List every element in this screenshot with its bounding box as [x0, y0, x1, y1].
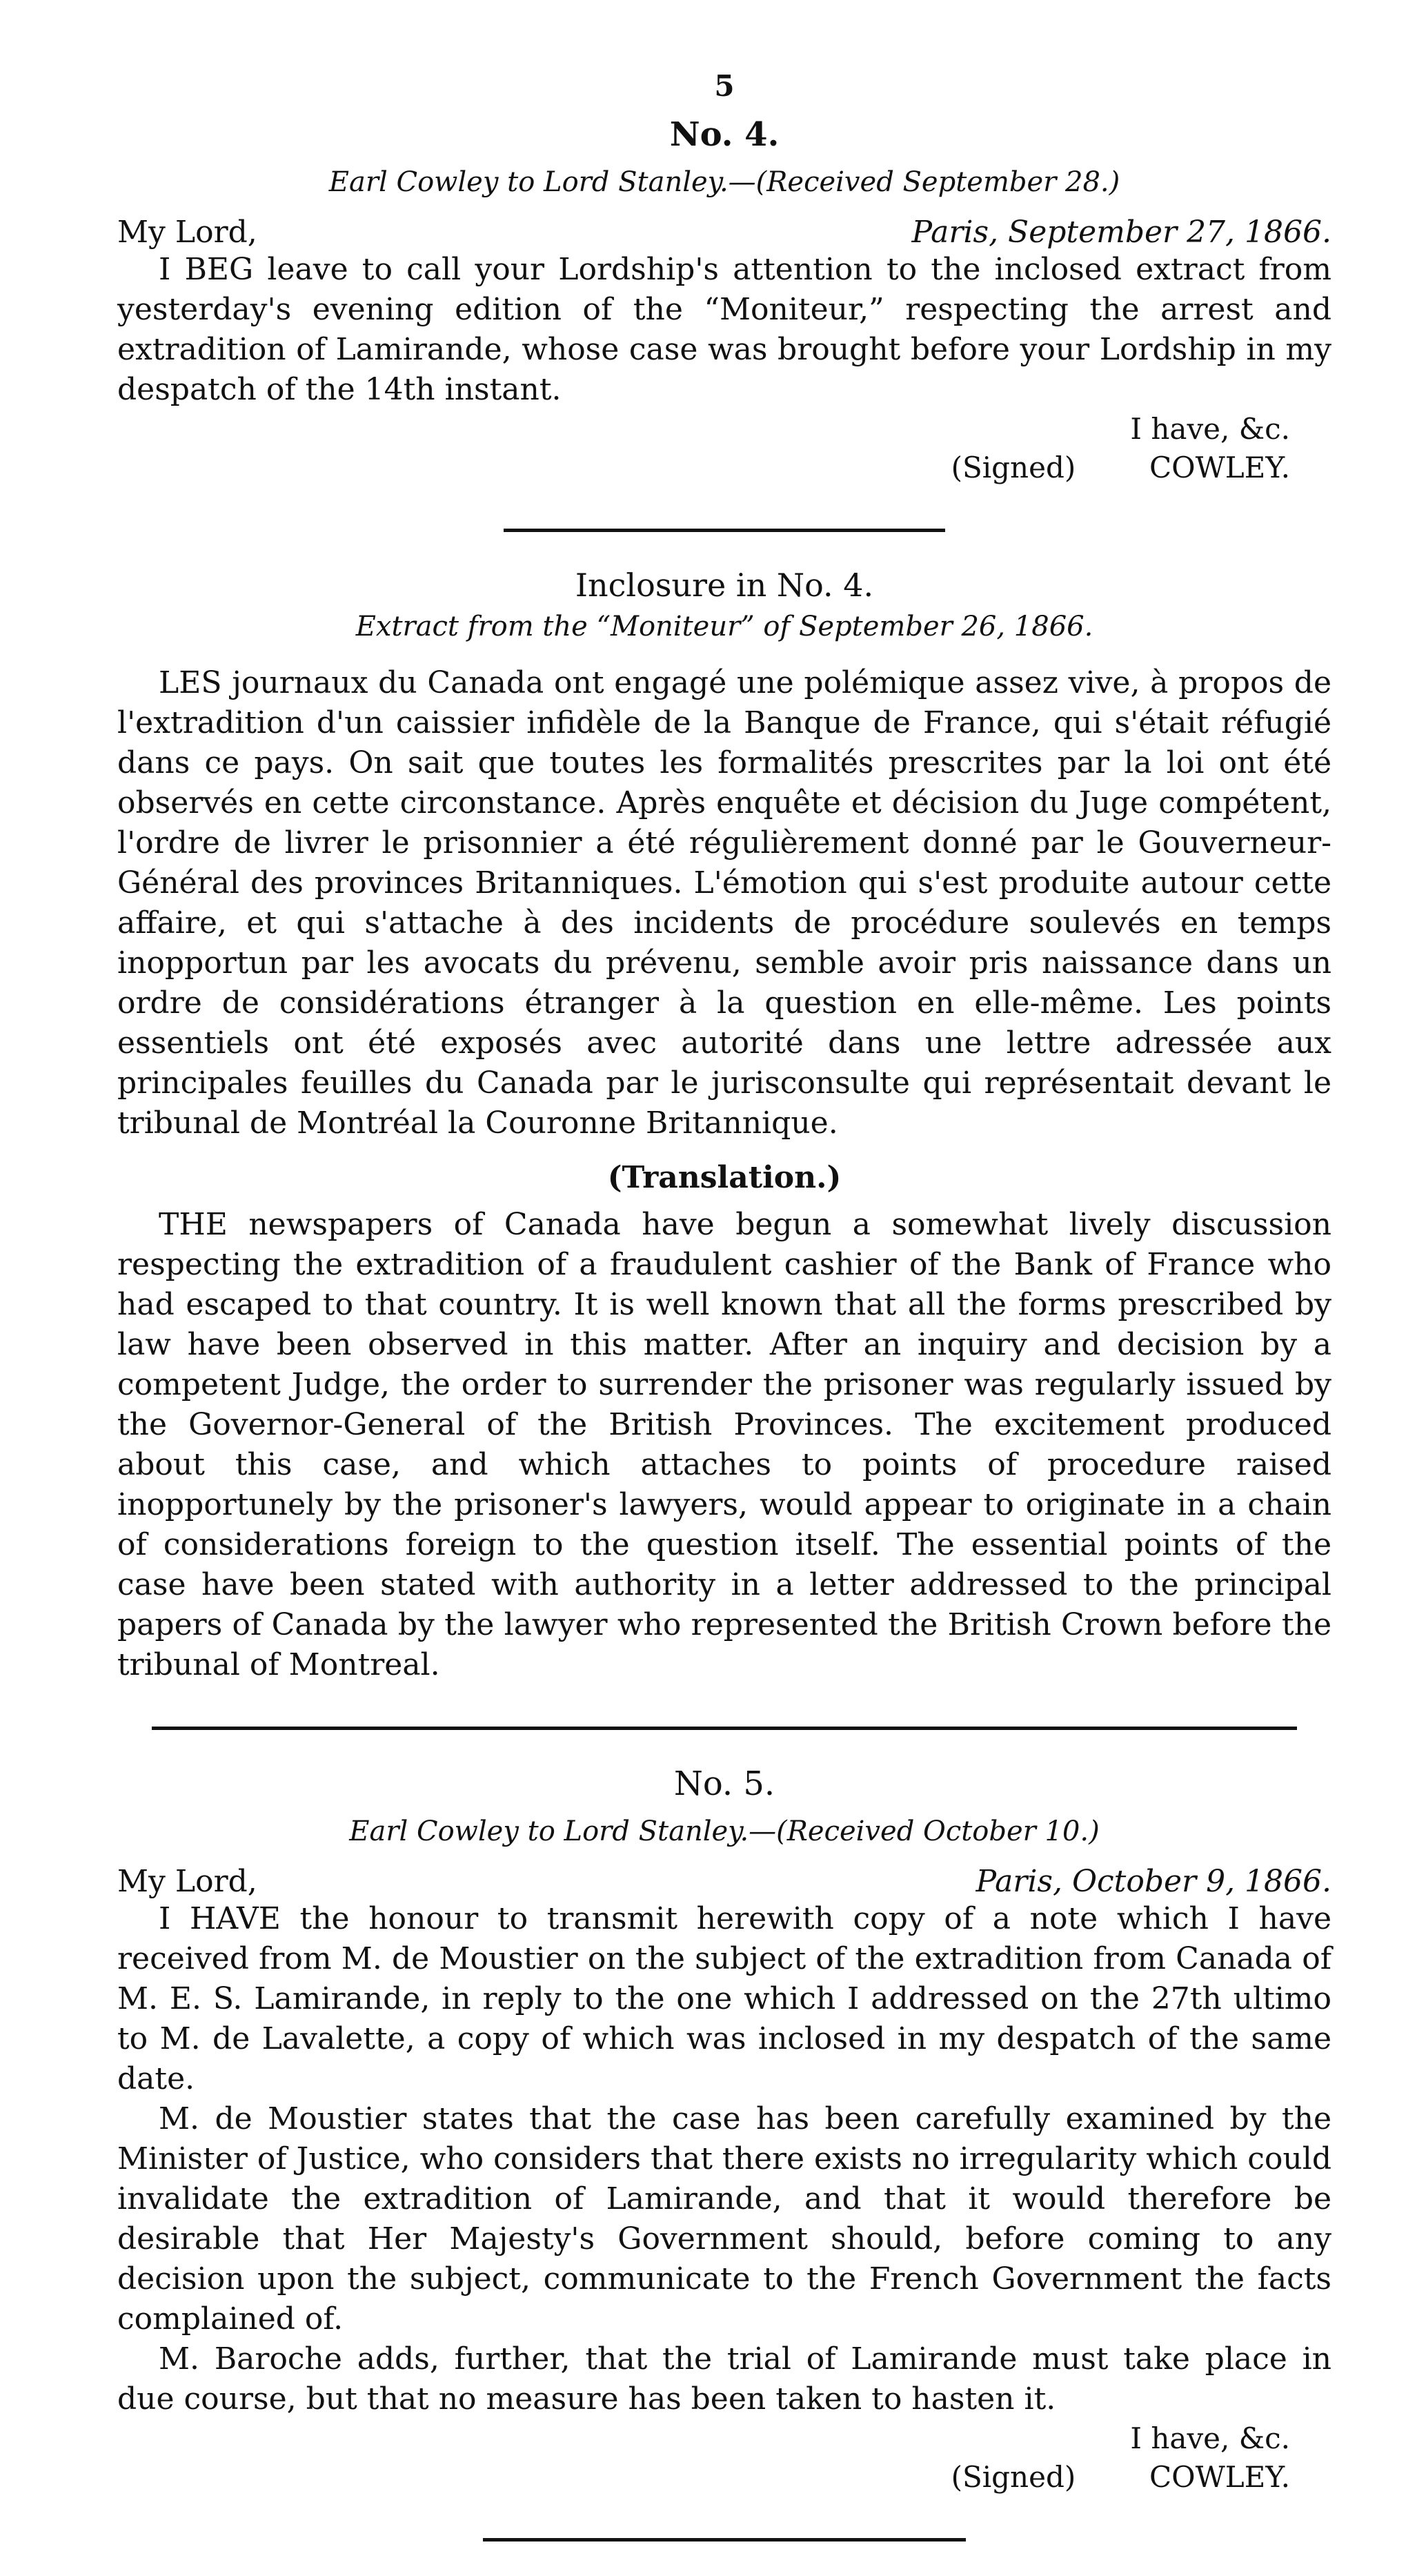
no5-closing-line: I have, &c. — [1130, 2421, 1290, 2455]
no5-dateline — [117, 1864, 1331, 1899]
no4-closing — [117, 410, 1331, 487]
divider — [483, 2538, 966, 2541]
no5-salutation: My Lord, — [117, 1864, 257, 1899]
no5-closing — [117, 2419, 1331, 2497]
no5-signer: COWLEY. — [1149, 2460, 1290, 2494]
no5-subtitle: Earl Cowley to Lord Stanley.—(Received October 10.) — [349, 1816, 1100, 1847]
no5-signed-label: (Signed) — [951, 2460, 1076, 2494]
no4-signed-label: (Signed) — [951, 451, 1076, 484]
inclosure-translation-text: THE newspapers of Canada have begun a somewhat lively discussion respecting the extradition of a fraudulent cashier of the Bank of France who had escaped to that country. It is well known that all the forms prescribed by law have been observed in this matter. After an inquiry and decision by a competent Judge, the order to surrender the prisoner was regularly issued by the Governor-General of the British Provinces. The excitement produced about this case, and which attaches to points of procedure raised inopportunely by the prisoner's lawyers, would appear to originate in a chain of considerations foreign to the question itself. The essential points of the case have been stated with authority in a letter addressed to the principal papers of Canada by the lawyer who represented the British Crown before the tribunal of Montreal. — [117, 1207, 1331, 1682]
no4-signer: COWLEY. — [1149, 451, 1290, 484]
page-number: 5 — [714, 69, 735, 103]
section-no4 — [117, 115, 1331, 487]
divider — [504, 529, 945, 532]
no4-subtitle: Earl Cowley to Lord Stanley.—(Received September 28.) — [328, 166, 1120, 198]
no5-heading: No. 5. — [673, 1764, 775, 1803]
no5-paragraph-3: M. Baroche adds, further, that the trial of Lamirande must take place in due course, but that no measure has been taken to hasten it. — [117, 2341, 1331, 2417]
inclosure-subtitle: Extract from the “Moniteur” of September 26, 1866. — [355, 611, 1093, 642]
no4-body: I BEG leave to call your Lordship's attention to the inclosed extract from yesterday's evening edition of the “Moniteur,” respecting the arrest and extradition of Lamirande, whose case was brought before your Lordship in my despatch of the 14th instant. — [117, 252, 1331, 407]
translation-heading: (Translation.) — [607, 1160, 842, 1195]
no4-closing-line: I have, &c. — [1130, 412, 1290, 446]
section-inclosure — [117, 567, 1331, 1685]
divider — [152, 1727, 1297, 1730]
no4-heading: No. 4. — [669, 115, 780, 154]
section-no5 — [117, 1764, 1331, 2497]
inclosure-heading: Inclosure in No. 4. — [575, 567, 874, 604]
no5-paragraph-1: I HAVE the honour to transmit herewith copy of a note which I have received from M. de Moustier on the subject of the extradition from Canada of M. E. S. Lamirande, in reply to the one which I addressed on the 27th ultimo to M. de Lavalette, a copy of which was inclosed in my despatch of the same date. — [117, 1901, 1331, 2096]
inclosure-french-text: LES journaux du Canada ont engagé une polémique assez vive, à propos de l'extradition d'un caissier infidèle de la Banque de France, qui s'était réfugié dans ce pays. On sait que toutes les formalités prescrites par la loi ont été observés en cette circonstance. Après enquête et décision du Juge compétent, l'ordre de livrer le prisonnier a été régulièrement donné par le Gouverneur-Général des provinces Britanniques. L'émotion qui s'est produite autour cette affaire, et qui s'attache à des incidents de procédure soulevés en temps inopportun par les avocats du prévenu, semble avoir pris naissance dans un ordre de considérations étranger à la question en elle-même. Les points essentiels ont été exposés avec autorité dans une lettre adressée aux principales feuilles du Canada par le jurisconsulte qui représentait devant le tribunal de Montréal la Couronne Britannique. — [117, 665, 1331, 1141]
no4-place-date: Paris, September 27, 1866. — [911, 215, 1331, 250]
no4-salutation: My Lord, — [117, 215, 257, 250]
no4-dateline — [117, 215, 1331, 250]
no5-paragraph-2: M. de Moustier states that the case has been carefully examined by the Minister of Justice, who considers that there exists no irregularity which could invalidate the extradition of Lamirande, and that it would therefore be desirable that Her Majesty's Government should, before coming to any decision upon the subject, communicate to the French Government the facts complained of. — [117, 2101, 1331, 2337]
document-page — [117, 69, 1331, 2576]
no5-place-date: Paris, October 9, 1866. — [976, 1864, 1331, 1899]
